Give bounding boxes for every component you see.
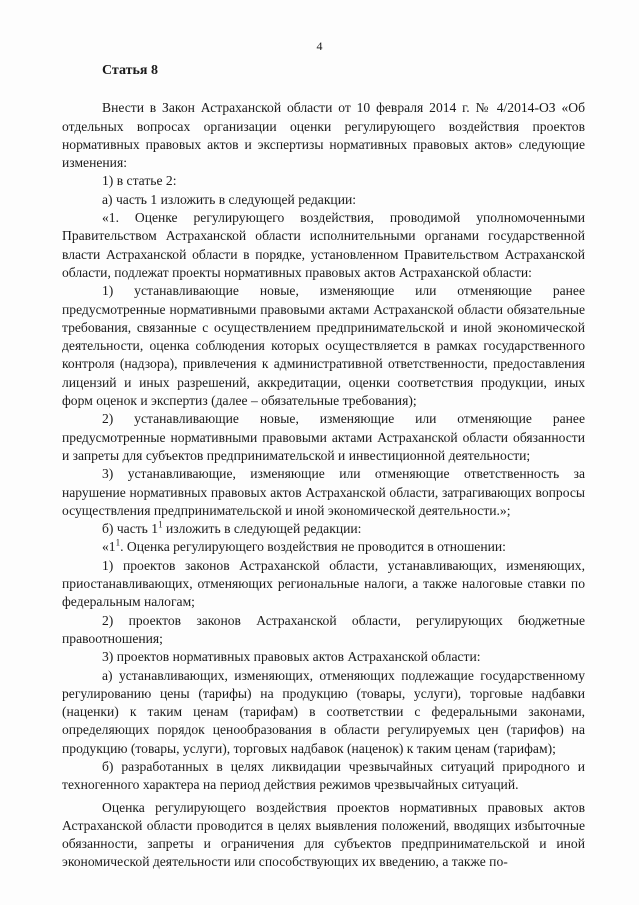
paragraph: 3) проектов нормативных правовых актов Астраханской области:	[102, 649, 481, 665]
part-b-prefix: б) часть 1	[102, 521, 159, 537]
paragraph: Оценка регулирующего воздействия проектов нормативных правовых актов Астраханской области проводится в целях выявления положений, вводящих избыточные обязанности, запреты и ограничения для субъектов предпринимательской и иной экономической деятельности или способствующих их введению, а также по-	[62, 799, 585, 870]
paragraph-part-b	[62, 520, 585, 538]
paragraph: 1) устанавливающие новые, изменяющие или отменяющие ранее предусмотренные нормативными правовыми актами Астраханской области обязательные требования, связанные с осуществлением предпринимательской и иной экономической деятельности, оценка соблюдения которых осуществляется в рамках государственного контроля (надзора), привлечения к административной ответственности, предоставления лицензий и иных разрешений, аккредитации, оценки соответствия продукции, иных форм оценок и экспертиз (далее – обязательные требования);	[62, 283, 585, 409]
part-b-superscript: 1	[158, 519, 163, 530]
quote-intro-suffix: . Оценка регулирующего воздействия не проводится в отношении:	[120, 539, 506, 555]
page-number: 4	[316, 39, 323, 53]
paragraph: а) часть 1 изложить в следующей редакции:	[102, 191, 357, 207]
quote-intro-superscript: 1	[115, 537, 121, 548]
paragraph-quote-intro	[62, 538, 585, 556]
article-heading: Статья 8	[102, 63, 158, 78]
paragraph: 3) устанавливающие, изменяющие или отменяющие ответственность за нарушение нормативных правовых актов Астраханской области, затрагивающих вопросы осуществления предпринимательской и иной экономической деятельности.»;	[62, 466, 585, 518]
part-b-suffix: изложить в следующей редакции:	[162, 521, 362, 537]
paragraph: «1. Оценке регулирующего воздействия, проводимой уполномоченными Правительством Астраханской области исполнительными органами государственной власти Астраханской области в порядке, установленном Правительством Астраханской области, подлежат проекты нормативных правовых актов Астраханской области:	[62, 210, 585, 280]
paragraph: а) устанавливающих, изменяющих, отменяющих подлежащие государственному регулированию цены (тарифы) на продукцию (товары, услуги), торговые надбавки (наценки) к таким ценам (тарифам) в соответствии с федеральными законами, определяющих порядок ценообразования в области регулируемых цен (тарифов) на продукцию (товары, услуги), торговых надбавок (наценок) к таким ценам (тарифам);	[62, 667, 585, 756]
quote-intro-prefix: «1	[102, 539, 116, 555]
paragraph: 2) проектов законов Астраханской области, регулирующих бюджетные правоотношения;	[62, 612, 585, 646]
paragraph: Внести в Закон Астраханской области от 10 февраля 2014 г. № 4/2014-ОЗ «Об отдельных вопросах организации оценки регулирующего воздействия проектов нормативных правовых актов и экспертизы нормативных правовых актов» следующие изменения:	[62, 100, 585, 171]
document-body	[62, 62, 585, 872]
paragraph: б) разработанных в целях ликвидации чрезвычайных ситуаций природного и техногенного характера на период действия режимов чрезвычайных ситуаций.	[62, 758, 585, 793]
paragraph: 1) в статье 2:	[102, 173, 177, 189]
paragraph: 2) устанавливающие новые, изменяющие или отменяющие ранее предусмотренные нормативными правовыми актами Астраханской области обязанности и запреты для субъектов предпринимательской и инвестиционной деятельности;	[62, 411, 585, 463]
paragraph: 1) проектов законов Астраханской области, устанавливающих, изменяющих, приостанавливающих, отменяющих региональные налоги, а также налоговые ставки по федеральным налогам;	[62, 557, 585, 610]
